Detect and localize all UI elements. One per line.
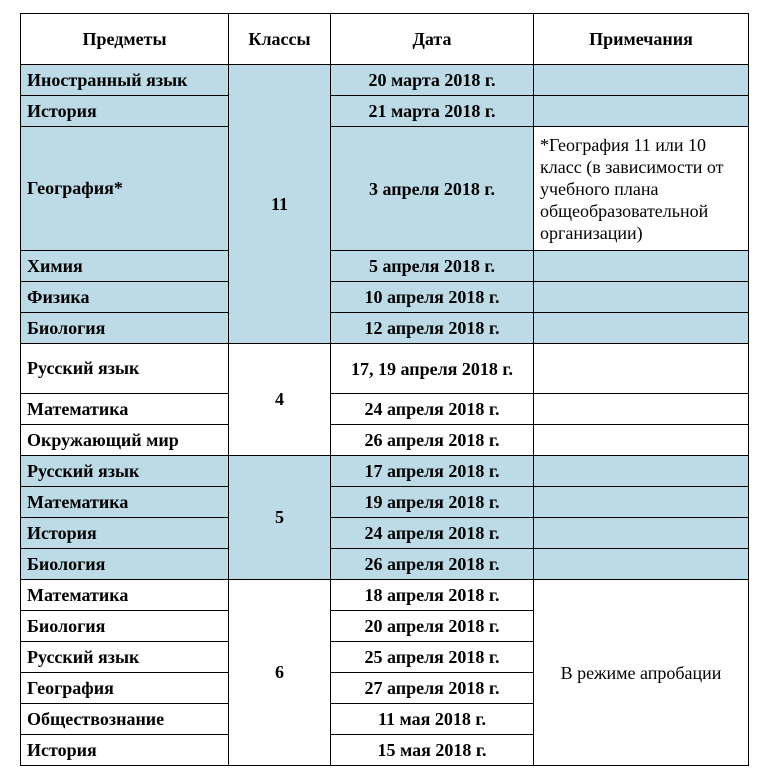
date-cell: 26 апреля 2018 г. — [331, 549, 534, 580]
date-cell: 24 апреля 2018 г. — [331, 394, 534, 425]
note-cell — [534, 344, 749, 394]
subject-cell: Иностранный язык — [21, 65, 229, 96]
note-cell — [534, 394, 749, 425]
subject-cell: Русский язык — [21, 456, 229, 487]
table-row — [21, 549, 749, 580]
subject-cell: Русский язык — [21, 642, 229, 673]
note-cell — [534, 96, 749, 127]
table-row — [21, 313, 749, 344]
header-notes: Примечания — [534, 14, 749, 65]
grade-cell-5: 5 — [229, 456, 331, 580]
date-cell: 25 апреля 2018 г. — [331, 642, 534, 673]
table-row — [21, 456, 749, 487]
header-date: Дата — [331, 14, 534, 65]
note-cell — [534, 549, 749, 580]
subject-cell: Физика — [21, 282, 229, 313]
header-row — [21, 14, 749, 65]
note-cell — [534, 518, 749, 549]
subject-cell: Биология — [21, 549, 229, 580]
table-row — [21, 487, 749, 518]
table-row — [21, 425, 749, 456]
table-row — [21, 580, 749, 611]
date-cell: 5 апреля 2018 г. — [331, 251, 534, 282]
date-cell: 20 марта 2018 г. — [331, 65, 534, 96]
subject-cell: История — [21, 96, 229, 127]
subject-cell: География — [21, 673, 229, 704]
table-row — [21, 282, 749, 313]
table-row — [21, 96, 749, 127]
date-cell: 19 апреля 2018 г. — [331, 487, 534, 518]
header-subjects: Предметы — [21, 14, 229, 65]
subject-cell: История — [21, 518, 229, 549]
grade-cell-6: 6 — [229, 580, 331, 766]
table-row — [21, 344, 749, 394]
table-row — [21, 518, 749, 549]
approbation-note: В режиме апробации — [534, 580, 749, 766]
note-cell — [534, 251, 749, 282]
note-cell — [534, 487, 749, 518]
date-cell: 20 апреля 2018 г. — [331, 611, 534, 642]
header-grades: Классы — [229, 14, 331, 65]
date-cell: 10 апреля 2018 г. — [331, 282, 534, 313]
table-row — [21, 127, 749, 251]
subject-cell: Химия — [21, 251, 229, 282]
note-cell — [534, 313, 749, 344]
subject-cell: История — [21, 735, 229, 766]
grade-cell-11: 11 — [229, 65, 331, 344]
table-row — [21, 65, 749, 96]
date-cell: 18 апреля 2018 г. — [331, 580, 534, 611]
grade-cell-4: 4 — [229, 344, 331, 456]
subject-cell: Русский язык — [21, 344, 229, 394]
subject-cell: География* — [21, 127, 229, 251]
note-cell — [534, 282, 749, 313]
geography-note: *География 11 или 10 класс (в зависимости от учебного плана общеобразовательной организации) — [534, 127, 749, 251]
date-cell: 17 апреля 2018 г. — [331, 456, 534, 487]
note-cell — [534, 456, 749, 487]
date-cell: 11 мая 2018 г. — [331, 704, 534, 735]
note-cell — [534, 65, 749, 96]
date-cell: 26 апреля 2018 г. — [331, 425, 534, 456]
date-cell: 15 мая 2018 г. — [331, 735, 534, 766]
date-cell: 17, 19 апреля 2018 г. — [331, 344, 534, 394]
table-row — [21, 251, 749, 282]
subject-cell: Обществознание — [21, 704, 229, 735]
date-cell: 3 апреля 2018 г. — [331, 127, 534, 251]
subject-cell: Математика — [21, 580, 229, 611]
subject-cell: Математика — [21, 394, 229, 425]
subject-cell: Биология — [21, 611, 229, 642]
table-row — [21, 394, 749, 425]
schedule-table — [20, 13, 749, 766]
note-cell — [534, 425, 749, 456]
date-cell: 27 апреля 2018 г. — [331, 673, 534, 704]
subject-cell: Окружающий мир — [21, 425, 229, 456]
subject-cell: Математика — [21, 487, 229, 518]
date-cell: 12 апреля 2018 г. — [331, 313, 534, 344]
date-cell: 24 апреля 2018 г. — [331, 518, 534, 549]
subject-cell: Биология — [21, 313, 229, 344]
date-cell: 21 марта 2018 г. — [331, 96, 534, 127]
